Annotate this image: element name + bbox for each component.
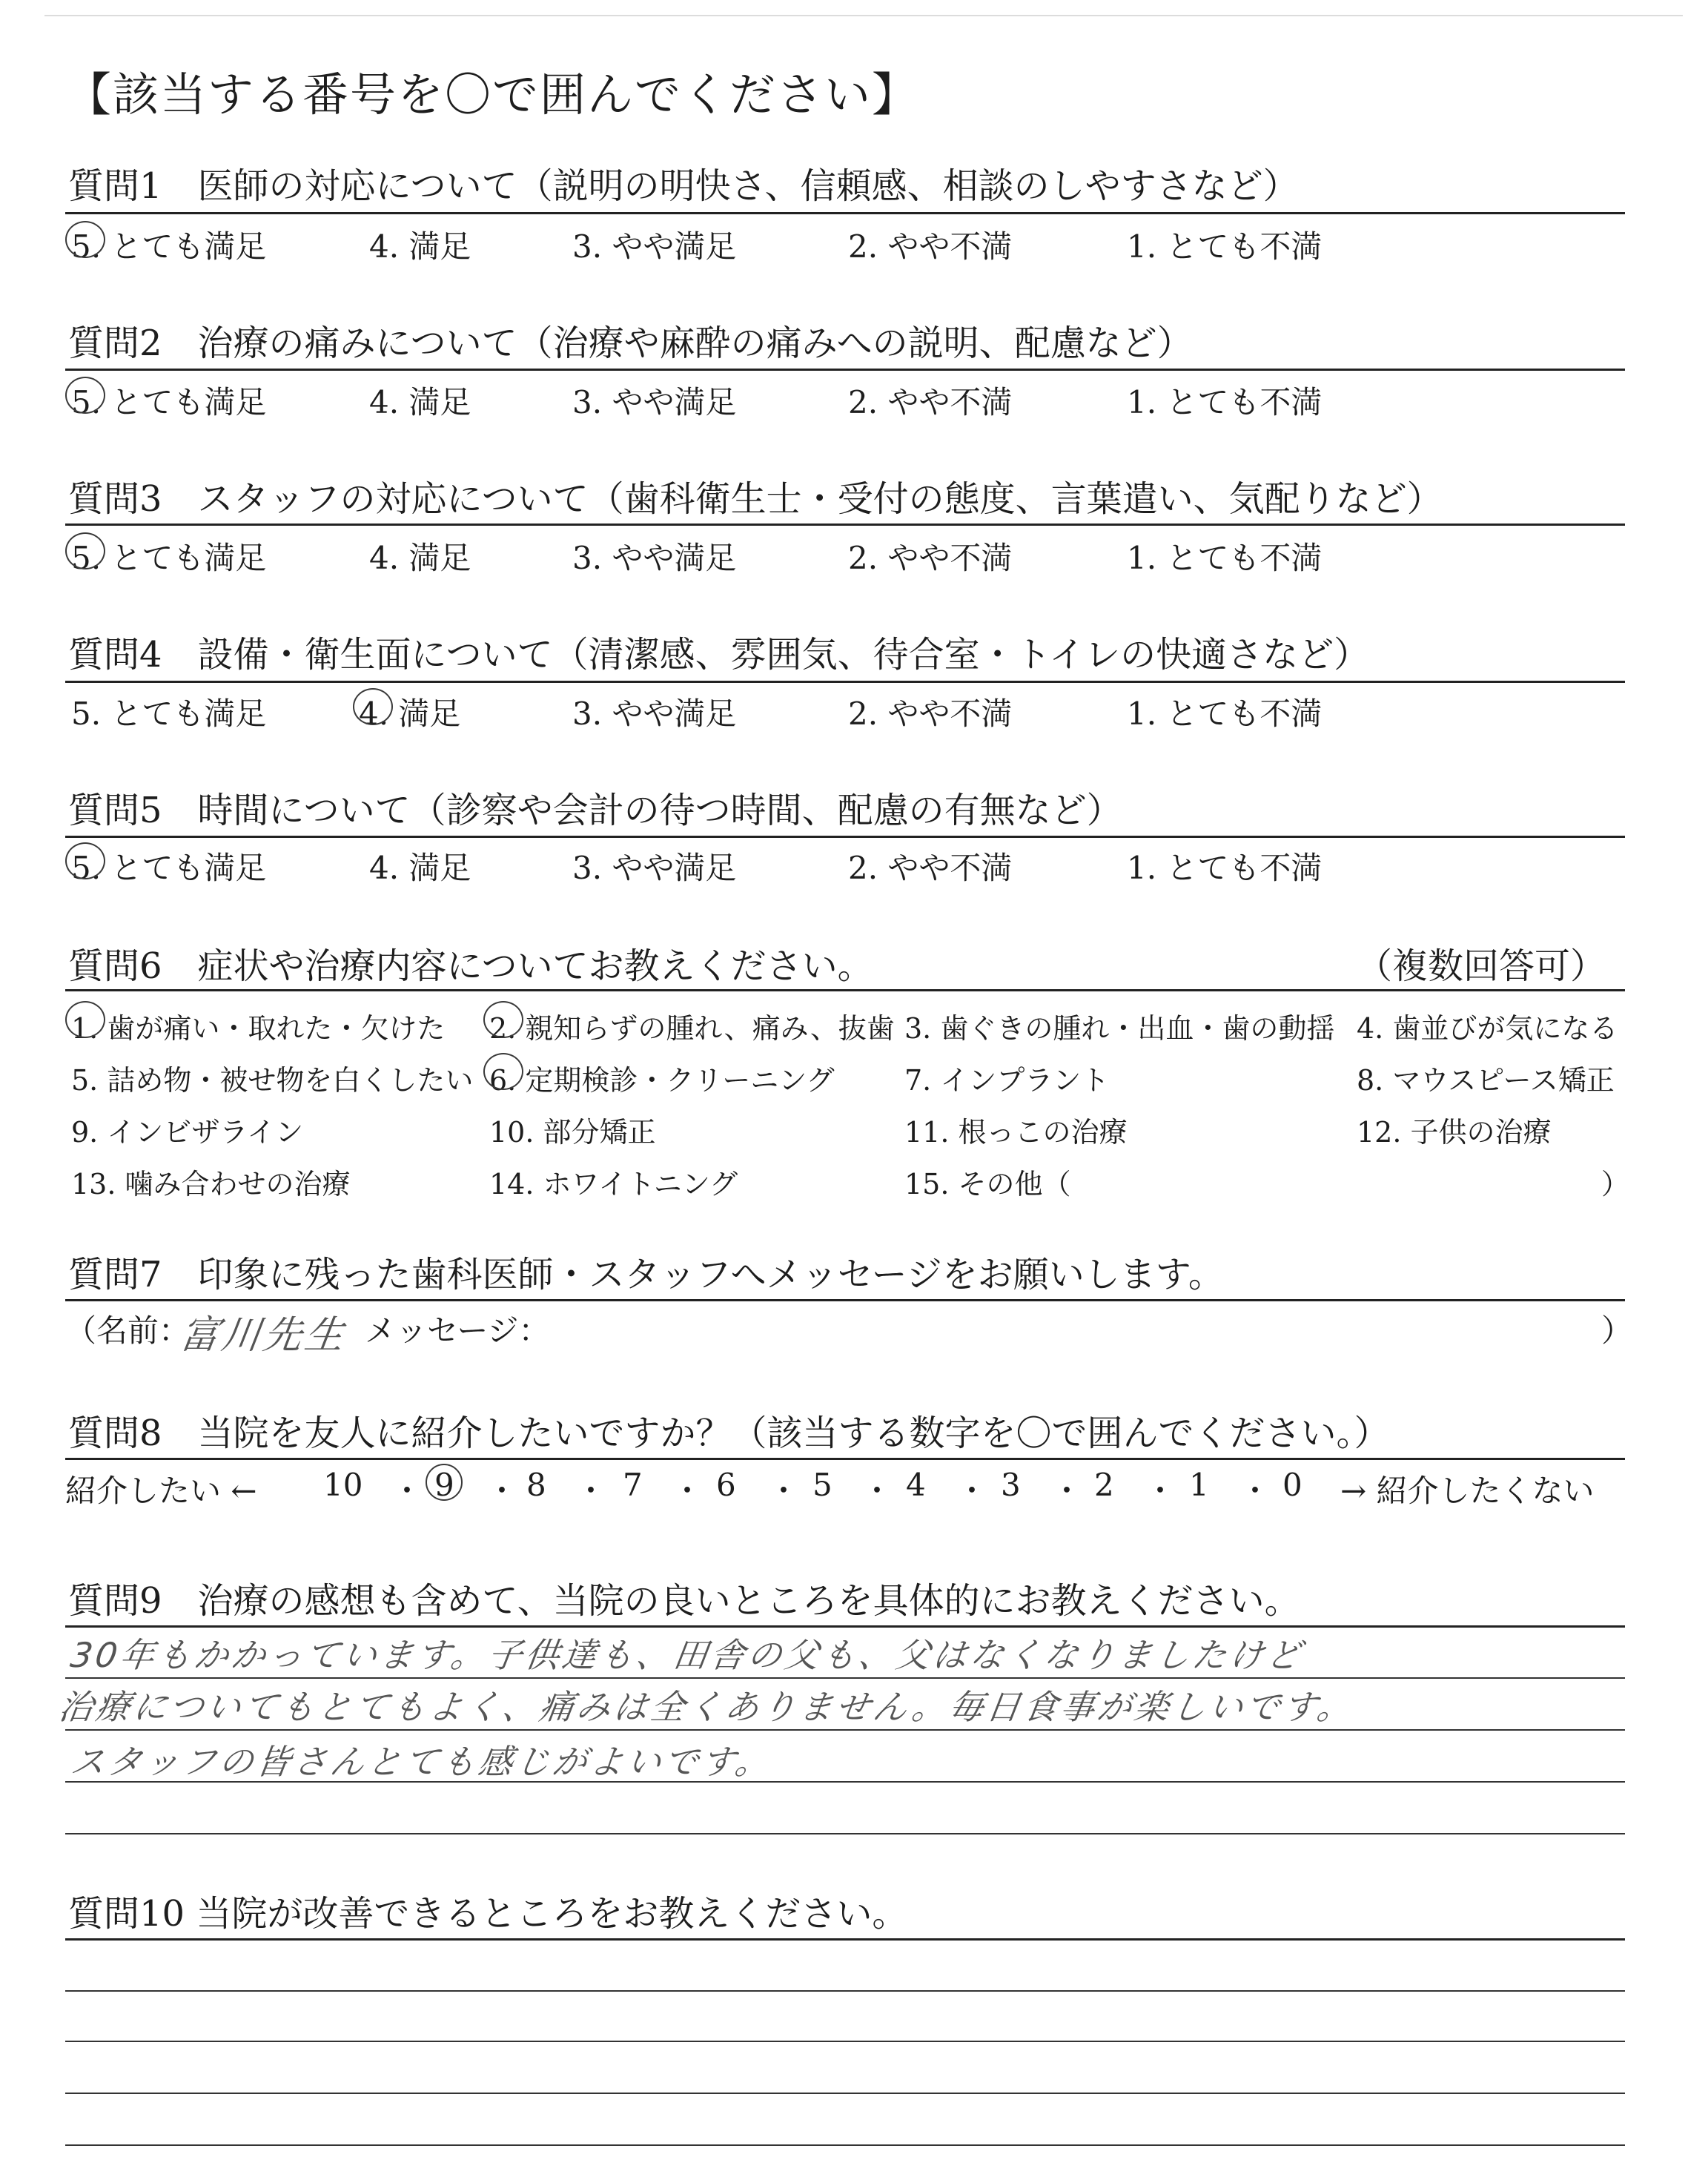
q4-option-4[interactable]: 4. 満足 xyxy=(359,696,461,732)
q3-option-3[interactable]: 3. やや満足 xyxy=(572,540,737,576)
q2-title: 質問2 治療の痛みについて（治療や麻酔の痛みへの説明、配慮など） xyxy=(68,323,1193,364)
q1-title: 質問1 医師の対応について（説明の明快さ、信頼感、相談のしやすさなど） xyxy=(68,165,1299,207)
q2-option-1[interactable]: 1. とても不満 xyxy=(1127,384,1323,420)
q5-option-3[interactable]: 3. やや満足 xyxy=(572,850,737,886)
q3-option-5[interactable]: 5. とても満足 xyxy=(71,540,267,576)
q8-scale-6[interactable]: 6 xyxy=(716,1467,736,1503)
q1-option-4[interactable]: 4. 満足 xyxy=(369,228,471,265)
q3-option-1[interactable]: 1. とても不満 xyxy=(1127,540,1323,576)
q4-option-3[interactable]: 3. やや満足 xyxy=(572,696,737,732)
q8-rule xyxy=(65,1458,1625,1460)
q8-title: 質問8 当院を友人に紹介したいですか？（該当する数字を〇で囲んでください。） xyxy=(68,1413,1390,1454)
q1-option-1[interactable]: 1. とても不満 xyxy=(1127,228,1323,265)
q2-option-5[interactable]: 5. とても満足 xyxy=(71,384,267,420)
q1-option-5[interactable]: 5. とても満足 xyxy=(71,228,267,265)
q3-option-2[interactable]: 2. やや不満 xyxy=(848,540,1013,576)
q8-left-label: 紹介したい ← xyxy=(65,1473,257,1509)
q9-title: 質問9 治療の感想も含めて、当院の良いところを具体的にお教えください。 xyxy=(68,1580,1300,1622)
q8-scale-1[interactable]: 1 xyxy=(1189,1467,1209,1503)
q2-option-4[interactable]: 4. 満足 xyxy=(369,384,471,420)
q6-selected-circle-6 xyxy=(483,1053,523,1090)
q8-scale-dot: ・ xyxy=(575,1473,607,1509)
q6-option-3[interactable]: 3. 歯ぐきの腫れ・出血・歯の動揺 xyxy=(904,1012,1335,1045)
q8-scale-0[interactable]: 0 xyxy=(1282,1467,1302,1503)
q4-option-1[interactable]: 1. とても不満 xyxy=(1127,696,1323,732)
q10-answer-line[interactable] xyxy=(65,2041,1625,2042)
q8-scale-7[interactable]: 7 xyxy=(623,1467,643,1503)
q9-answer-line xyxy=(65,1833,1625,1834)
q6-option-13[interactable]: 13. 噛み合わせの治療 xyxy=(71,1168,351,1200)
q5-title: 質問5 時間について（診察や会計の待つ時間、配慮の有無など） xyxy=(68,790,1122,831)
q2-option-2[interactable]: 2. やや不満 xyxy=(848,384,1013,420)
q8-scale-dot: ・ xyxy=(956,1473,988,1509)
q1-option-2[interactable]: 2. やや不満 xyxy=(848,228,1013,265)
q8-scale-2[interactable]: 2 xyxy=(1094,1467,1114,1503)
q2-selected-circle xyxy=(65,377,105,414)
q3-title: 質問3 スタッフの対応について（歯科衛生士・受付の態度、言葉遣い、気配りなど） xyxy=(68,478,1443,520)
q9-answer-line xyxy=(65,1729,1625,1731)
q7-rule xyxy=(65,1299,1625,1301)
q7-close-paren: ） xyxy=(1601,1312,1633,1349)
top-border xyxy=(44,15,1683,16)
q2-option-3[interactable]: 3. やや満足 xyxy=(572,384,737,420)
q8-scale-4[interactable]: 4 xyxy=(906,1467,926,1503)
q6-option-8[interactable]: 8. マウスピース矯正 xyxy=(1357,1064,1615,1097)
q8-scale-dot: ・ xyxy=(391,1473,423,1509)
q6-rule xyxy=(65,989,1625,991)
q5-option-4[interactable]: 4. 満足 xyxy=(369,850,471,886)
q10-answer-line[interactable] xyxy=(65,2093,1625,2094)
q1-selected-circle xyxy=(65,221,105,258)
q6-option-15[interactable]: 15. その他（ xyxy=(904,1168,1071,1200)
q7-message-label: メッセージ： xyxy=(365,1312,550,1349)
q9-answer-line-1[interactable]: 30年もかかっています。子供達も、田舎の父も、父はなくなりましたけど xyxy=(67,1635,1307,1675)
q8-scale-dot: ・ xyxy=(1051,1473,1083,1509)
q9-rule xyxy=(65,1625,1625,1628)
q7-title: 質問7 印象に残った歯科医師・スタッフへメッセージをお願いします。 xyxy=(68,1254,1224,1295)
q4-option-5[interactable]: 5. とても満足 xyxy=(71,696,267,732)
q4-option-2[interactable]: 2. やや不満 xyxy=(848,696,1013,732)
q6-option-14[interactable]: 14. ホワイトニング xyxy=(489,1168,738,1200)
q6-option-2[interactable]: 2. 親知らずの腫れ、痛み、抜歯 xyxy=(489,1012,895,1045)
q6-selected-circle-1 xyxy=(65,1001,105,1038)
q6-option-4[interactable]: 4. 歯並びが気になる xyxy=(1357,1012,1618,1045)
q2-rule xyxy=(65,369,1625,371)
q7-name-label: （名前： xyxy=(65,1312,191,1349)
q8-scale-10[interactable]: 10 xyxy=(323,1467,363,1503)
q10-rule xyxy=(65,1938,1625,1941)
q5-option-2[interactable]: 2. やや不満 xyxy=(848,850,1013,886)
q8-scale-5[interactable]: 5 xyxy=(812,1467,833,1503)
q10-title: 質問10 当院が改善できるところをお教えください。 xyxy=(68,1893,908,1935)
q6-option-7[interactable]: 7. インプラント xyxy=(904,1064,1110,1097)
q6-option-9[interactable]: 9. インビザライン xyxy=(71,1116,304,1149)
q9-answer-line xyxy=(65,1677,1625,1679)
q1-option-3[interactable]: 3. やや満足 xyxy=(572,228,737,265)
q8-scale-dot: ・ xyxy=(1239,1473,1271,1509)
q8-scale-dot: ・ xyxy=(1145,1473,1176,1509)
q4-rule xyxy=(65,681,1625,683)
q8-scale-dot: ・ xyxy=(486,1473,518,1509)
q8-right-label: → 紹介したくない xyxy=(1340,1473,1595,1509)
q1-rule xyxy=(65,212,1625,214)
q8-scale-dot: ・ xyxy=(672,1473,704,1509)
q8-scale-8[interactable]: 8 xyxy=(526,1467,546,1503)
q6-option-5[interactable]: 5. 詰め物・被せ物を白くしたい xyxy=(71,1064,474,1097)
q8-scale-dot: ・ xyxy=(861,1473,893,1509)
q9-answer-line-3[interactable]: スタッフの皆さんとても感じがよいです。 xyxy=(67,1742,775,1782)
q8-selected-circle xyxy=(426,1464,463,1501)
q6-other-close-paren: ） xyxy=(1601,1168,1630,1200)
q6-option-10[interactable]: 10. 部分矯正 xyxy=(489,1116,656,1149)
q5-selected-circle xyxy=(65,842,105,879)
q3-option-4[interactable]: 4. 満足 xyxy=(369,540,471,576)
q10-answer-line[interactable] xyxy=(65,1990,1625,1992)
page-heading: 【該当する番号を〇で囲んでください】 xyxy=(65,67,920,122)
q8-scale-dot: ・ xyxy=(768,1473,800,1509)
q7-name-value[interactable]: 富川先生 xyxy=(177,1313,350,1358)
q6-option-12[interactable]: 12. 子供の治療 xyxy=(1357,1116,1552,1149)
q10-answer-line[interactable] xyxy=(65,2144,1625,2146)
q5-option-5[interactable]: 5. とても満足 xyxy=(71,850,267,886)
q9-answer-line-2[interactable]: 治療についてもとてもよく、痛みは全くありません。毎日食事が楽しいです。 xyxy=(56,1687,1357,1727)
q5-option-1[interactable]: 1. とても不満 xyxy=(1127,850,1323,886)
q6-option-1[interactable]: 1. 歯が痛い・取れた・欠けた xyxy=(71,1012,446,1045)
q6-option-11[interactable]: 11. 根っこの治療 xyxy=(904,1116,1128,1149)
q6-option-6[interactable]: 6. 定期検診・クリーニング xyxy=(489,1064,835,1097)
q3-selected-circle xyxy=(65,532,105,569)
q4-title: 質問4 設備・衛生面について（清潔感、雰囲気、待合室・トイレの快適さなど） xyxy=(68,634,1370,676)
q6-note: （複数回答可） xyxy=(1357,945,1606,987)
q6-title: 質問6 症状や治療内容についてお教えください。 xyxy=(68,945,873,987)
q3-rule xyxy=(65,524,1625,526)
q4-selected-circle xyxy=(353,688,393,725)
q6-selected-circle-2 xyxy=(483,1001,523,1038)
q5-rule xyxy=(65,836,1625,838)
q8-scale-3[interactable]: 3 xyxy=(1001,1467,1021,1503)
q8-scale-9[interactable]: 9 xyxy=(434,1467,454,1503)
